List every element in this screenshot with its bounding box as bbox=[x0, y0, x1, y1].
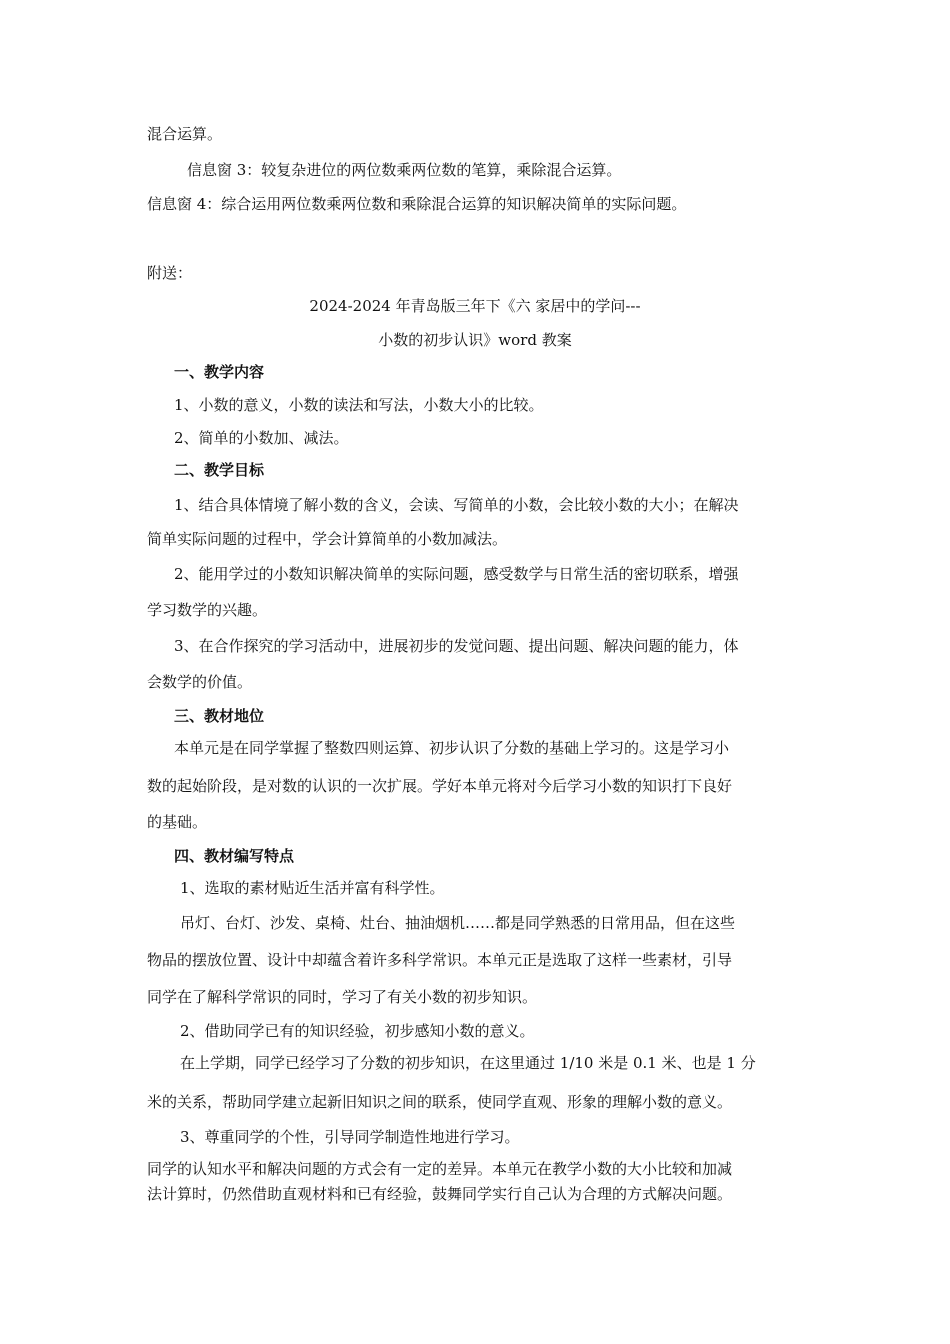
document-title-line-2: 小数的初步认识》word 教案 bbox=[378, 331, 572, 349]
paragraph-line: 3、尊重同学的个性，引导同学制造性地进行学习。 bbox=[180, 1128, 520, 1146]
text-line: 信息窗 3：较复杂进位的两位数乘两位数的笔算，乘除混合运算。 bbox=[187, 161, 622, 179]
paragraph-line: 数的起始阶段，是对数的认识的一次扩展。学好本单元将对今后学习小数的知识打下良好 bbox=[147, 777, 733, 795]
paragraph-line: 1、选取的素材贴近生活并富有科学性。 bbox=[180, 879, 445, 897]
paragraph-line: 会数学的价值。 bbox=[147, 673, 253, 691]
paragraph-line: 米的关系，帮助同学建立起新旧知识之间的联系，使同学直观、形象的理解小数的意义。 bbox=[147, 1093, 733, 1111]
paragraph-line: 法计算时，仍然借助直观材料和已有经验，鼓舞同学实行自己认为合理的方式解决问题。 bbox=[147, 1185, 733, 1203]
section-heading: 一、教学内容 bbox=[174, 363, 265, 381]
paragraph-line: 学习数学的兴趣。 bbox=[147, 601, 268, 619]
text-line: 信息窗 4：综合运用两位数乘两位数和乘除混合运算的知识解决简单的实际问题。 bbox=[147, 195, 687, 213]
appendix-label: 附送： bbox=[147, 264, 193, 282]
paragraph-line: 同学在了解科学常识的同时，学习了有关小数的初步知识。 bbox=[147, 988, 538, 1006]
paragraph-line: 1、结合具体情境了解小数的含义，会读、写简单的小数，会比较小数的大小；在解决 bbox=[174, 496, 739, 514]
paragraph-line: 物品的摆放位置、设计中却蕴含着许多科学常识。本单元正是选取了这样一些素材，引导 bbox=[147, 951, 733, 969]
paragraph-line: 2、借助同学已有的知识经验，初步感知小数的意义。 bbox=[180, 1022, 535, 1040]
text-line: 混合运算。 bbox=[147, 125, 223, 143]
paragraph-line: 2、简单的小数加、减法。 bbox=[174, 429, 349, 447]
paragraph-line: 简单实际问题的过程中，学会计算简单的小数加减法。 bbox=[147, 530, 508, 548]
paragraph-line: 在上学期，同学已经学习了分数的初步知识，在这里通过 1/10 米是 0.1 米、也是 1 分 bbox=[180, 1054, 756, 1072]
paragraph-line: 2、能用学过的小数知识解决简单的实际问题，感受数学与日常生活的密切联系，增强 bbox=[174, 565, 739, 583]
paragraph-line: 同学的认知水平和解决问题的方式会有一定的差异。本单元在教学小数的大小比较和加减 bbox=[147, 1160, 733, 1178]
paragraph-line: 本单元是在同学掌握了整数四则运算、初步认识了分数的基础上学习的。这是学习小 bbox=[174, 739, 730, 757]
section-heading: 四、教材编写特点 bbox=[174, 847, 295, 865]
document-title-line-1: 2024-2024 年青岛版三年下《六 家居中的学问--- bbox=[309, 297, 641, 315]
section-heading: 三、教材地位 bbox=[174, 707, 265, 725]
paragraph-line: 的基础。 bbox=[147, 813, 208, 831]
paragraph-line: 3、在合作探究的学习活动中，进展初步的发觉问题、提出问题、解决问题的能力，体 bbox=[174, 637, 739, 655]
section-heading: 二、教学目标 bbox=[174, 461, 265, 479]
paragraph-line: 1、小数的意义，小数的读法和写法，小数大小的比较。 bbox=[174, 396, 544, 414]
paragraph-line: 吊灯、台灯、沙发、桌椅、灶台、抽油烟机……都是同学熟悉的日常用品，但在这些 bbox=[180, 914, 736, 932]
